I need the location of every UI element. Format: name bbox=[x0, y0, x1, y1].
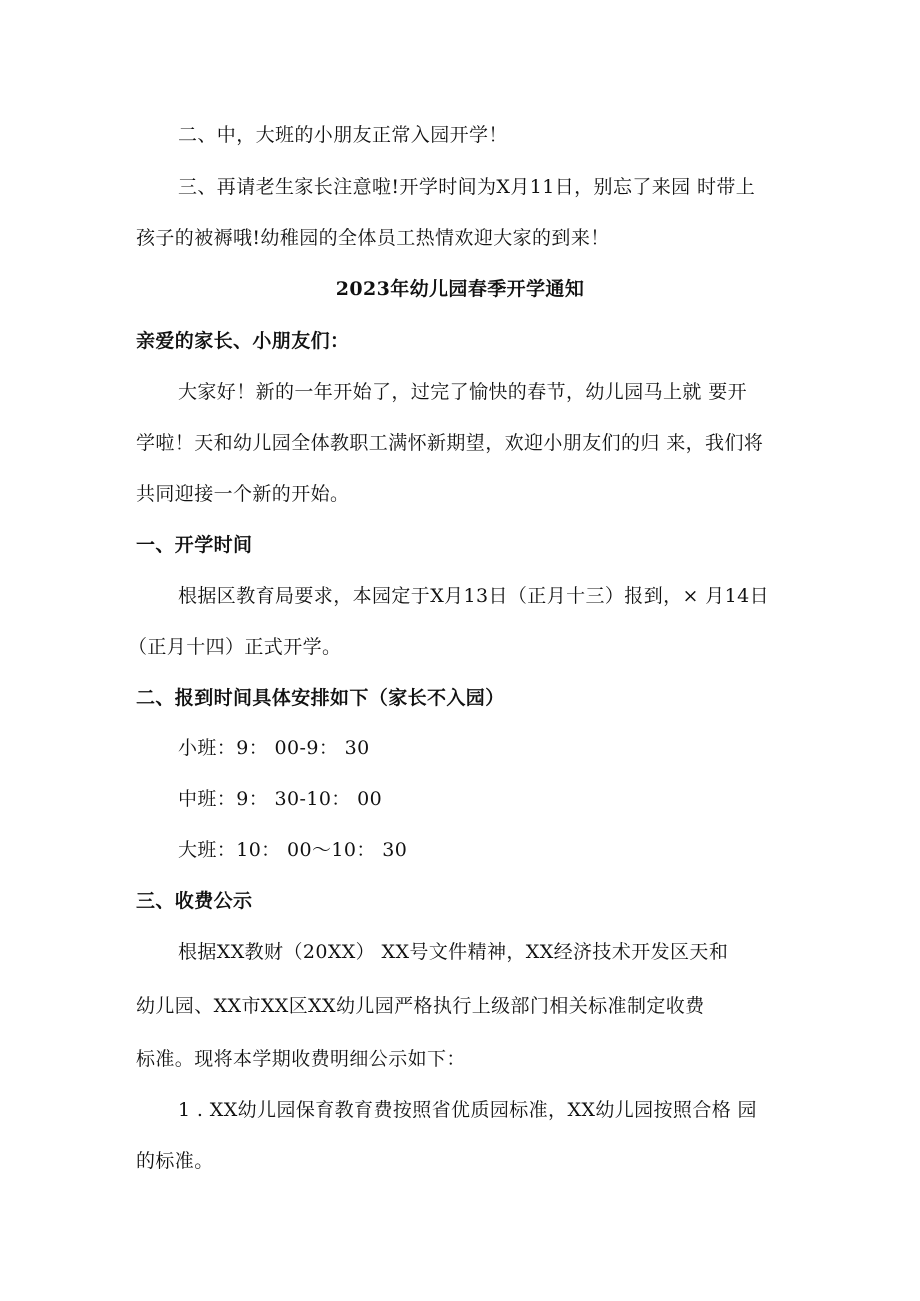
schedule-small-class: 小班：9： 00-9： 30 bbox=[178, 737, 370, 759]
paragraph-line: 根据XX教财（20XX） XX号文件精神，XX经济技术开发区天和 bbox=[178, 941, 729, 963]
paragraph-line: 三、再请老生家长注意啦!开学时间为X月11日，别忘了来园 时带上 bbox=[178, 176, 756, 198]
paragraph-line: 根据区教育局要求，本园定于X月13日（正月十三）报到，× 月14日 bbox=[178, 585, 770, 607]
paragraph-line: 二、中，大班的小朋友正常入园开学！ bbox=[178, 124, 508, 146]
paragraph-line: 孩子的被褥哦!幼稚园的全体员工热情欢迎大家的到来！ bbox=[136, 227, 610, 249]
list-item-1: 1 . XX幼儿园保育教育费按照省优质园标准，XX幼儿园按照合格 园 bbox=[178, 1099, 757, 1121]
document-title: 2023年幼儿园春季开学通知 bbox=[335, 278, 585, 300]
paragraph-line: 幼儿园、XX市XX区XX幼儿园严格执行上级部门相关标准制定收费 bbox=[136, 995, 705, 1017]
schedule-large-class: 大班：10： 00～10： 30 bbox=[178, 839, 408, 861]
greeting: 亲爱的家长、小朋友们： bbox=[136, 330, 350, 352]
section-heading-start-time: 一、开学时间 bbox=[136, 534, 253, 556]
paragraph-line: 标准。现将本学期收费明细公示如下： bbox=[136, 1048, 466, 1070]
section-heading-schedule: 二、报到时间具体安排如下（家长不入园） bbox=[136, 687, 505, 709]
section-heading-fees: 三、收费公示 bbox=[136, 890, 253, 912]
schedule-middle-class: 中班：9： 30-10： 00 bbox=[178, 788, 383, 810]
paragraph-line: 共同迎接一个新的开始。 bbox=[136, 483, 350, 505]
paragraph-line: （正月十四）正式开学。 bbox=[128, 636, 342, 658]
paragraph-line: 的标准。 bbox=[136, 1150, 214, 1172]
paragraph-line: 学啦！天和幼儿园全体教职工满怀新期望，欢迎小朋友们的归 来，我们将 bbox=[136, 432, 764, 454]
paragraph-line: 大家好！新的一年开始了，过完了愉快的春节，幼儿园马上就 要开 bbox=[178, 381, 748, 403]
